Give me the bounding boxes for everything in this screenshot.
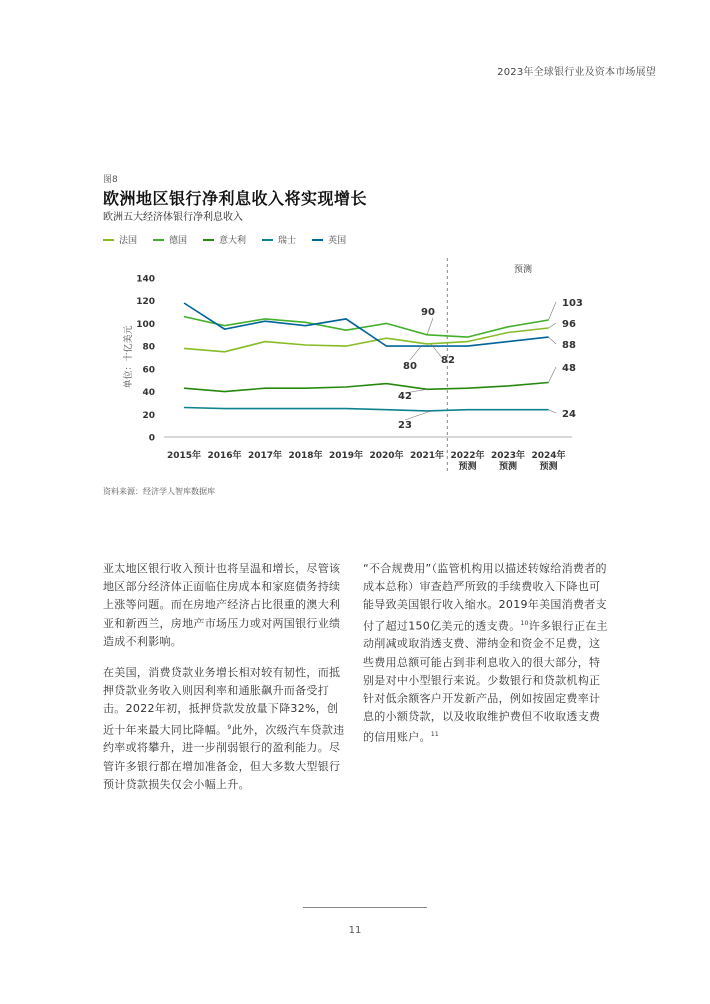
end-label-leader (549, 367, 557, 382)
annotation-leader (427, 318, 433, 335)
x-tick-label: 2015年 (166, 451, 202, 461)
end-value-label: 24 (562, 409, 576, 420)
x-tick-label: 预测 (498, 462, 518, 472)
series-line-瑞士 (184, 408, 549, 411)
y-tick-label: 140 (136, 274, 155, 285)
legend-label: 法国 (119, 236, 138, 246)
y-tick-label: 40 (142, 388, 155, 399)
end-label-leader (549, 410, 557, 413)
x-tick-label: 2022年 (450, 451, 485, 461)
y-axis-label: 单位：十亿美元 (124, 325, 134, 389)
paragraph: 亚太地区银行收入预计也将呈温和增长，尽管该地区部分经济体正面临住房成本和家庭债务持续上涨等问题。而在房地产经济占比很重的澳大利亚和新西兰，房地产市场压力或对两国银行业绩造成不利影响。 (103, 562, 341, 648)
y-tick-label: 100 (136, 319, 155, 330)
annotation-label: 80 (403, 361, 417, 372)
annotation-label: 90 (421, 307, 435, 318)
footnote-ref: 10 (520, 619, 529, 627)
footer-divider (303, 907, 427, 908)
paragraph-text: 此外，次级汽车贷款违约率或将攀升，进一步削弱银行的盈利能力。尽管许多银行都在增加准备金，但大多数大型银行预计贷款损失仅会小幅上升。 (103, 723, 345, 791)
x-tick-label: 2024年 (531, 451, 566, 461)
paragraph-text: “不合规费用”（监管机构用以描述转嫁给消费者的成本总称）审查趋严所致的手续费收入下降也可能导致美国银行收入缩水。2019年美国消费者支付了超过150亿美元的透支费。 (363, 562, 607, 633)
paragraph-text: 许多银行正在主动削减或取消透支费、滞纳金和资金不足费，这些费用总额可能占到非利息收入的很大部分，特别是对中小型银行来说。少数银行和贷款机构正针对低余额客户开发新产品，例如按固定费率计息的小额贷款，以及收取维护费但不收取透支费的信用账户。 (363, 619, 608, 745)
page-number: 11 (348, 925, 362, 936)
legend-label: 意大利 (219, 236, 247, 246)
x-tick-label: 2018年 (288, 451, 323, 461)
y-tick-label: 20 (142, 410, 155, 421)
annotation-label: 42 (398, 391, 412, 402)
line-chart (0, 0, 710, 480)
end-label-leader (549, 302, 557, 320)
y-tick-label: 60 (142, 365, 155, 376)
body-column-right (363, 560, 608, 760)
paragraph-text: 在美国，消费贷款业务增长相对较有韧性，而抵押贷款业务收入则因利率和通胀飙升而备受打击。2022年初，抵押贷款发放量下降32%，创近十年来最大同比降幅。 (103, 666, 341, 737)
legend-label: 瑞士 (278, 236, 297, 246)
figure-number: 图8 (103, 175, 118, 185)
annotation-label: 23 (398, 420, 412, 431)
end-label-leader (549, 323, 557, 328)
report-header: 2023年全球银行业及资本市场展望 (497, 67, 656, 78)
x-tick-label: 2021年 (409, 451, 445, 461)
forecast-label: 预测 (513, 265, 533, 275)
figure-source: 资料来源：经济学人智库数据库 (103, 487, 215, 496)
paragraph (103, 664, 348, 794)
end-value-label: 48 (562, 363, 576, 374)
end-label-leader (549, 337, 557, 344)
legend-label: 德国 (169, 236, 188, 246)
legend-label: 英国 (328, 236, 347, 246)
x-tick-label: 预测 (539, 462, 558, 472)
x-tick-label: 2016年 (207, 451, 242, 461)
end-value-label: 96 (562, 319, 576, 330)
x-tick-label: 预测 (458, 462, 477, 472)
footnote-ref: 11 (430, 731, 440, 739)
x-tick-label: 2017年 (247, 451, 283, 461)
annotation-leader (405, 411, 431, 420)
body-column-left (103, 560, 348, 807)
paragraph (363, 560, 608, 747)
figure-title: 欧洲地区银行净利息收入将实现增长 (103, 189, 368, 208)
y-tick-label: 0 (148, 433, 155, 444)
x-tick-label: 2020年 (369, 451, 404, 461)
end-value-label: 103 (562, 298, 583, 309)
y-tick-label: 120 (136, 297, 155, 308)
y-tick-label: 80 (142, 342, 155, 353)
figure-subtitle: 欧洲五大经济体银行净利息收入 (103, 212, 243, 223)
series-line-英国 (184, 303, 549, 346)
annotation-leader (410, 346, 421, 360)
annotation-label: 82 (441, 355, 455, 366)
series-line-意大利 (184, 383, 549, 392)
footnote-ref: 9 (227, 723, 232, 731)
end-value-label: 88 (562, 340, 576, 351)
x-tick-label: 2023年 (490, 451, 526, 461)
x-tick-label: 2019年 (328, 451, 364, 461)
